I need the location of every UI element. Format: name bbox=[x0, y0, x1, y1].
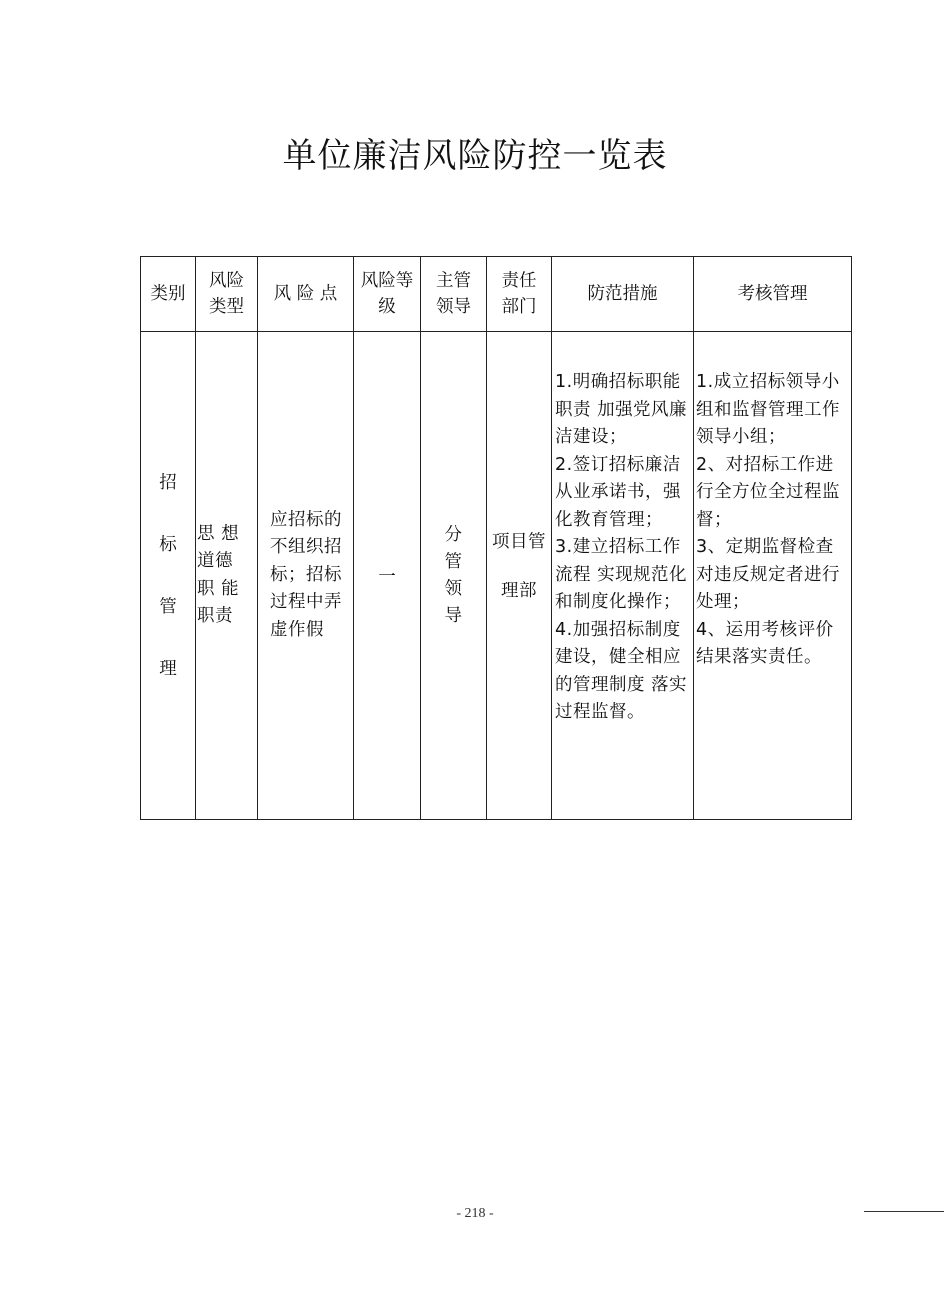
cell-category: 招 标 管 理 bbox=[141, 332, 196, 820]
header-leader: 主管领导 bbox=[421, 257, 487, 332]
cell-risk-point: 应招标的不组织招标；招标过程中弄虚作假 bbox=[258, 332, 354, 820]
header-risk-type: 风险类型 bbox=[196, 257, 258, 332]
page-number: - 218 - bbox=[456, 1206, 494, 1221]
management-item: 2、对招标工作进行全方位全过程监督； bbox=[696, 454, 840, 530]
cell-management bbox=[694, 332, 852, 820]
header-category: 类别 bbox=[141, 257, 196, 332]
measure-item: 3.建立招标工作流程 实现规范化和制度化操作； bbox=[555, 537, 688, 612]
cell-department: 项目管 理部 bbox=[487, 332, 552, 820]
cell-risk-type: 思 想 道德 职 能 职责 bbox=[196, 332, 258, 820]
management-item: 1.成立招标领导小组和监督管理工作领导小组； bbox=[696, 372, 840, 447]
header-department: 责任部门 bbox=[487, 257, 552, 332]
footer-rule bbox=[864, 1211, 944, 1212]
header-management: 考核管理 bbox=[694, 257, 852, 332]
measure-item: 4.加强招标制度建设，健全相应的管理制度 落实过程监督。 bbox=[555, 619, 688, 722]
page-title: 单位廉洁风险防控一览表 bbox=[282, 136, 668, 176]
measure-item: 1.明确招标职能职责 加强党风廉洁建设； bbox=[555, 372, 688, 447]
cell-leader: 分 管 领 导 bbox=[421, 332, 487, 820]
header-measures: 防范措施 bbox=[552, 257, 694, 332]
table-header-row bbox=[141, 257, 852, 332]
cell-measures bbox=[552, 332, 694, 820]
management-item: 3、定期监督检查 对违反规定者进行处理； bbox=[696, 537, 840, 612]
risk-control-table bbox=[140, 256, 852, 820]
cell-risk-level: 一 bbox=[354, 332, 421, 820]
header-risk-point: 风 险 点 bbox=[258, 257, 354, 332]
header-risk-level: 风险等级 bbox=[354, 257, 421, 332]
table-row bbox=[141, 332, 852, 820]
management-item: 4、运用考核评价结果落实责任。 bbox=[696, 619, 834, 667]
measure-item: 2.签订招标廉洁从业承诺书，强化教育管理； bbox=[555, 454, 681, 530]
